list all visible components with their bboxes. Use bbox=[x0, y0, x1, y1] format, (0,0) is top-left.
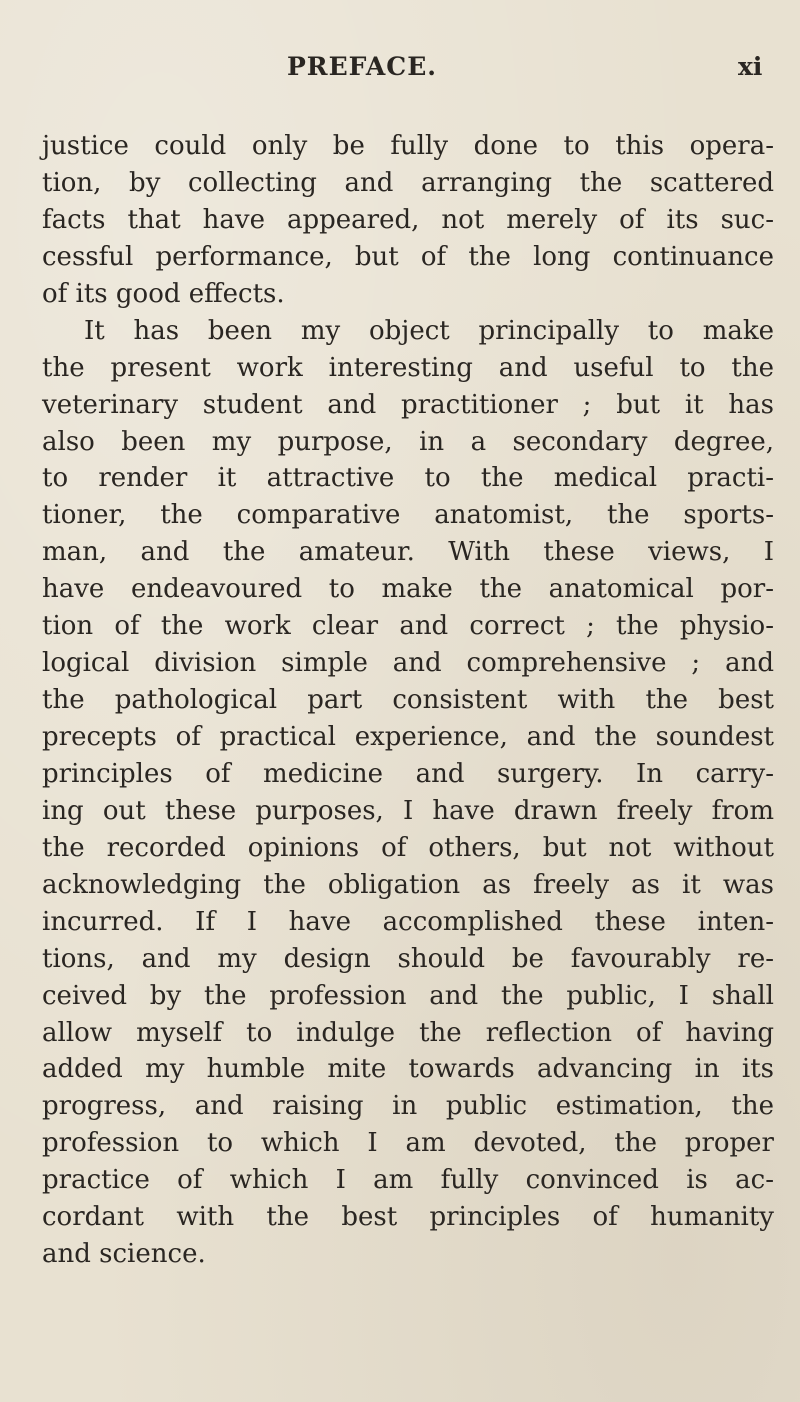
text-line: have endeavoured to make the anatomical por- bbox=[42, 574, 774, 605]
text-line: allow myself to indulge the reflection of having bbox=[42, 1017, 774, 1048]
text-line: tion of the work clear and correct ; the physio- bbox=[42, 611, 774, 642]
text-line: principles of medicine and surgery. In carry- bbox=[42, 758, 774, 789]
text-line: acknowledging the obligation as freely as it was bbox=[42, 869, 774, 900]
running-title: PREFACE. bbox=[287, 52, 437, 81]
text-line: to render it attractive to the medical practi- bbox=[42, 463, 774, 494]
text-line: of its good effects. bbox=[42, 278, 285, 309]
text-line: incurred. If I have accomplished these inten- bbox=[42, 906, 774, 937]
text-line: cessful performance, but of the long continuance bbox=[42, 241, 774, 272]
text-line: profession to which I am devoted, the proper bbox=[42, 1128, 774, 1159]
text-line: cordant with the best principles of humanity bbox=[42, 1202, 774, 1233]
text-line: logical division simple and comprehensive ; and bbox=[42, 648, 774, 679]
text-line: also been my purpose, in a secondary degree, bbox=[42, 426, 774, 457]
text-line: the recorded opinions of others, but not without bbox=[42, 832, 774, 863]
text-line: the present work interesting and useful to the bbox=[42, 352, 774, 383]
page-number: xi bbox=[738, 52, 763, 81]
text-line: veterinary student and practitioner ; but it has bbox=[42, 389, 774, 420]
text-line: man, and the amateur. With these views, I bbox=[42, 537, 774, 568]
text-line: tion, by collecting and arranging the scattered bbox=[42, 167, 774, 198]
text-line: precepts of practical experience, and the soundest bbox=[42, 722, 774, 752]
text-line: tions, and my design should be favourably re- bbox=[42, 943, 774, 974]
running-head bbox=[0, 52, 800, 92]
text-line: practice of which I am fully convinced is ac- bbox=[42, 1165, 774, 1196]
text-line: ing out these purposes, I have drawn freely from bbox=[42, 795, 774, 826]
text-line: justice could only be fully done to this opera- bbox=[42, 131, 774, 161]
text-line: the pathological part consistent with the best bbox=[42, 685, 774, 716]
text-line: added my humble mite towards advancing in its bbox=[42, 1054, 774, 1085]
body-text bbox=[42, 128, 774, 1273]
text-line: ceived by the profession and the public, I shall bbox=[42, 980, 774, 1011]
text-line: and science. bbox=[42, 1239, 206, 1270]
text-line: It has been my object principally to make bbox=[84, 315, 774, 346]
text-line: tioner, the comparative anatomist, the sports- bbox=[42, 500, 774, 531]
text-line: progress, and raising in public estimation, the bbox=[42, 1091, 774, 1122]
text-line: facts that have appeared, not merely of its suc- bbox=[42, 204, 774, 235]
